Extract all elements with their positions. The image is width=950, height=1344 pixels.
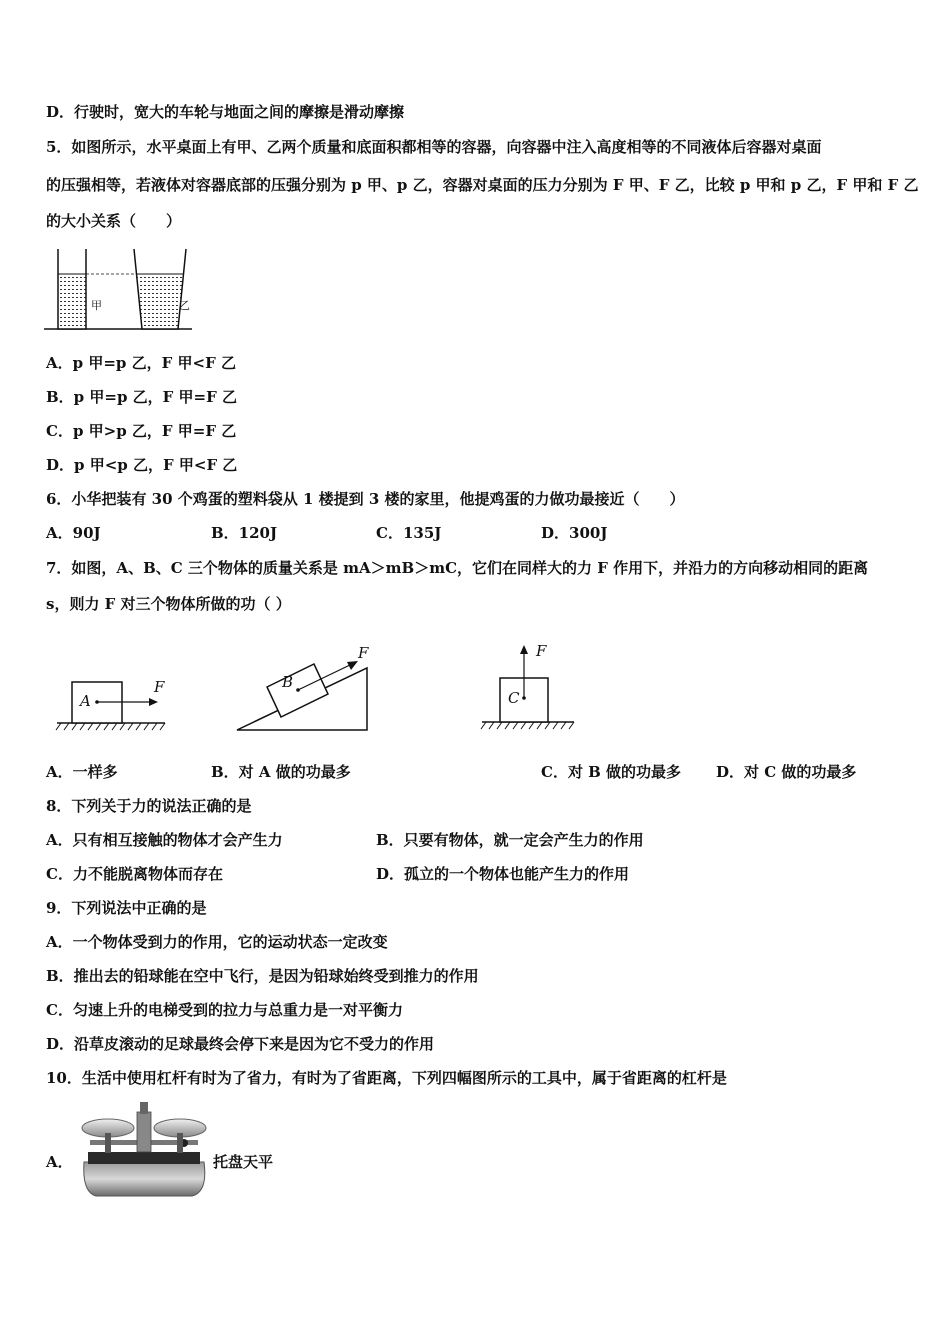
- q7-figure-c: [478, 640, 578, 740]
- q9-option-a: A．一个物体受到力的作用，它的运动状态一定改变: [46, 933, 388, 951]
- q7-label-c: C: [508, 689, 520, 707]
- q5-option-a: A．p 甲=p 乙，F 甲<F 乙: [46, 354, 236, 372]
- q7-label-b: B: [282, 673, 294, 691]
- q7-label-a: A: [80, 692, 91, 710]
- q7-option-a: A．一样多: [46, 763, 118, 781]
- q6-option-b: B．120J: [211, 524, 278, 542]
- q7-option-d: D．对 C 做的功最多: [716, 763, 857, 781]
- q8-option-b: B．只要有物体，就一定会产生力的作用: [376, 831, 644, 849]
- q9-stem: 9．下列说法中正确的是: [46, 899, 207, 917]
- q7-option-c: C．对 B 做的功最多: [541, 763, 682, 781]
- q8-option-d: D．孤立的一个物体也能产生力的作用: [376, 865, 630, 883]
- q9-option-d: D．沿草皮滚动的足球最终会停下来是因为它不受力的作用: [46, 1035, 435, 1053]
- q9-option-c: C．匀速上升的电梯受到的拉力与总重力是一对平衡力: [46, 1001, 403, 1019]
- q5-stem-line-3: 的大小关系（ ）: [46, 212, 182, 230]
- q5-option-c: C．p 甲>p 乙，F 甲=F 乙: [46, 422, 237, 440]
- q7-label-f-c: F: [536, 642, 547, 660]
- q7-option-b: B．对 A 做的功最多: [211, 763, 351, 781]
- q9-option-b: B．推出去的铅球能在空中飞行，是因为铅球始终受到推力的作用: [46, 967, 479, 985]
- q8-stem: 8．下列关于力的说法正确的是: [46, 797, 252, 815]
- q5-option-b: B．p 甲=p 乙，F 甲=F 乙: [46, 388, 237, 406]
- q5-label-yi: 乙: [179, 299, 190, 312]
- q10-option-a-letter: A．: [46, 1153, 73, 1171]
- q7-label-f-a: F: [154, 678, 165, 696]
- q7-stem-line-2: s，则力 F 对三个物体所做的功（ ）: [46, 595, 291, 613]
- q4-option-d: D．行驶时，宽大的车轮与地面之间的摩擦是滑动摩擦: [46, 103, 405, 121]
- q6-option-a: A．90J: [46, 524, 101, 542]
- q5-option-d: D．p 甲<p 乙，F 甲<F 乙: [46, 456, 238, 474]
- q5-container-figure: [44, 244, 194, 336]
- q6-option-d: D．300J: [541, 524, 608, 542]
- q5-label-jia: 甲: [91, 299, 102, 312]
- q7-stem-line-1: 7．如图，A、B、C 三个物体的质量关系是 mA＞mB＞mC，它们在同样大的力 F 作用下，并沿力的方向移动相同的距离: [46, 559, 869, 577]
- q5-stem-line-1: 5．如图所示，水平桌面上有甲、乙两个质量和底面积都相等的容器，向容器中注入高度相等的不同液体后容器对桌面: [46, 138, 822, 156]
- q5-stem-line-2: 的压强相等，若液体对容器底部的压强分别为 p 甲、p 乙，容器对桌面的压力分别为 F 甲、F 乙，比较 p 甲和 p 乙，F 甲和 F 乙: [46, 176, 919, 194]
- q8-option-c: C．力不能脱离物体而存在: [46, 865, 223, 883]
- balance-scale-image: [74, 1100, 212, 1200]
- q7-label-f-b: F: [358, 644, 369, 662]
- q7-figure-b: [232, 640, 377, 735]
- q6-stem: 6．小华把装有 30 个鸡蛋的塑料袋从 1 楼提到 3 楼的家里，他提鸡蛋的力做功最接近（ ）: [46, 490, 685, 508]
- q10-option-a-label: 托盘天平: [213, 1153, 274, 1171]
- q10-stem: 10．生活中使用杠杆有时为了省力，有时为了省距离，下列四幅图所示的工具中，属于省距离的杠杆是: [46, 1069, 727, 1087]
- q6-option-c: C．135J: [376, 524, 442, 542]
- q8-option-a: A．只有相互接触的物体才会产生力: [46, 831, 283, 849]
